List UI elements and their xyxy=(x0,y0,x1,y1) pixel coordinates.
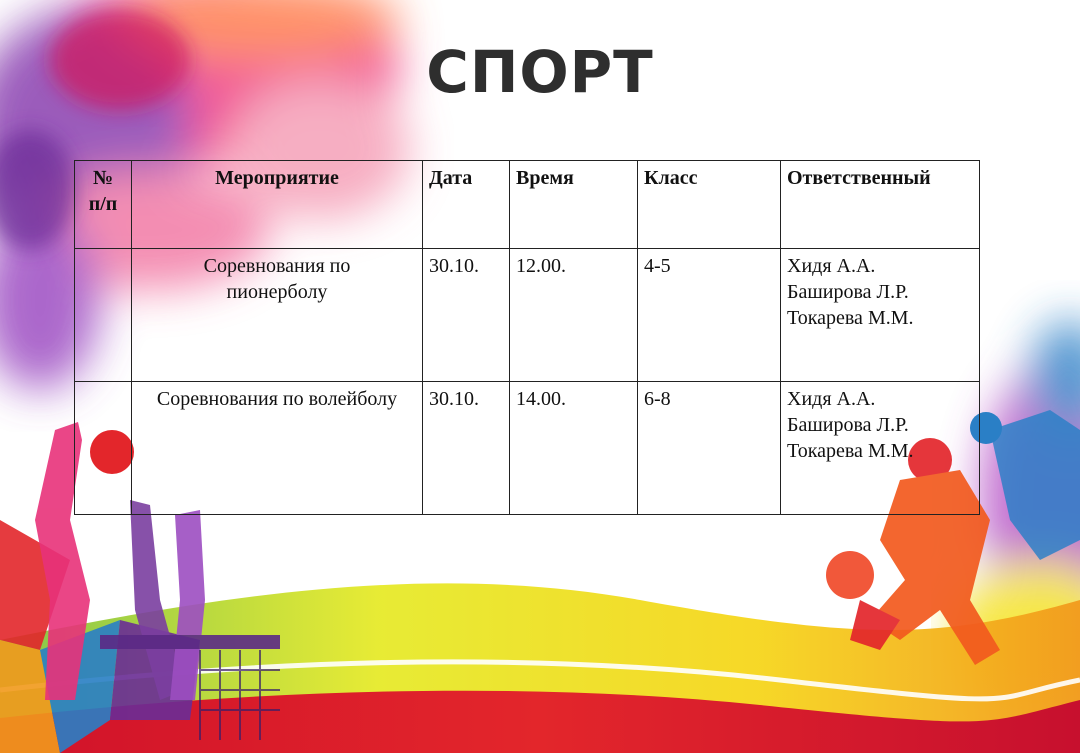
table-row xyxy=(75,382,980,515)
responsible-name: Хидя А.А. xyxy=(787,255,876,277)
responsible-name: Баширова Л.Р. xyxy=(787,281,909,303)
cell-event xyxy=(132,382,423,515)
table-row xyxy=(75,249,980,382)
cell-responsible xyxy=(781,249,980,382)
cell-event xyxy=(132,249,423,382)
schedule-table xyxy=(74,160,980,515)
cell-time: 14.00. xyxy=(510,382,638,515)
cell-time: 12.00. xyxy=(510,249,638,382)
header-date: Дата xyxy=(423,161,510,249)
cell-event-line1: Соревнования по xyxy=(203,255,351,277)
cell-number xyxy=(75,382,132,515)
header-time: Время xyxy=(510,161,638,249)
cell-class: 6-8 xyxy=(638,382,781,515)
cell-event-line1: Соревнования по волейболу xyxy=(156,388,398,410)
cell-number xyxy=(75,249,132,382)
page-title: СПОРТ xyxy=(426,38,654,106)
table-header-row xyxy=(75,161,980,249)
header-number-line2: п/п xyxy=(88,193,118,215)
responsible-name: Токарева М.М. xyxy=(787,440,914,462)
cell-class: 4-5 xyxy=(638,249,781,382)
cell-event-line2: пионерболу xyxy=(226,281,328,303)
header-number-line1: № xyxy=(92,167,114,189)
responsible-name: Баширова Л.Р. xyxy=(787,414,909,436)
cell-responsible xyxy=(781,382,980,515)
header-responsible: Ответственный xyxy=(781,161,980,249)
header-class: Класс xyxy=(638,161,781,249)
cell-date: 30.10. xyxy=(423,382,510,515)
header-number xyxy=(75,161,132,249)
cell-date: 30.10. xyxy=(423,249,510,382)
header-event: Мероприятие xyxy=(132,161,423,249)
responsible-name: Хидя А.А. xyxy=(787,388,876,410)
responsible-name: Токарева М.М. xyxy=(787,307,914,329)
